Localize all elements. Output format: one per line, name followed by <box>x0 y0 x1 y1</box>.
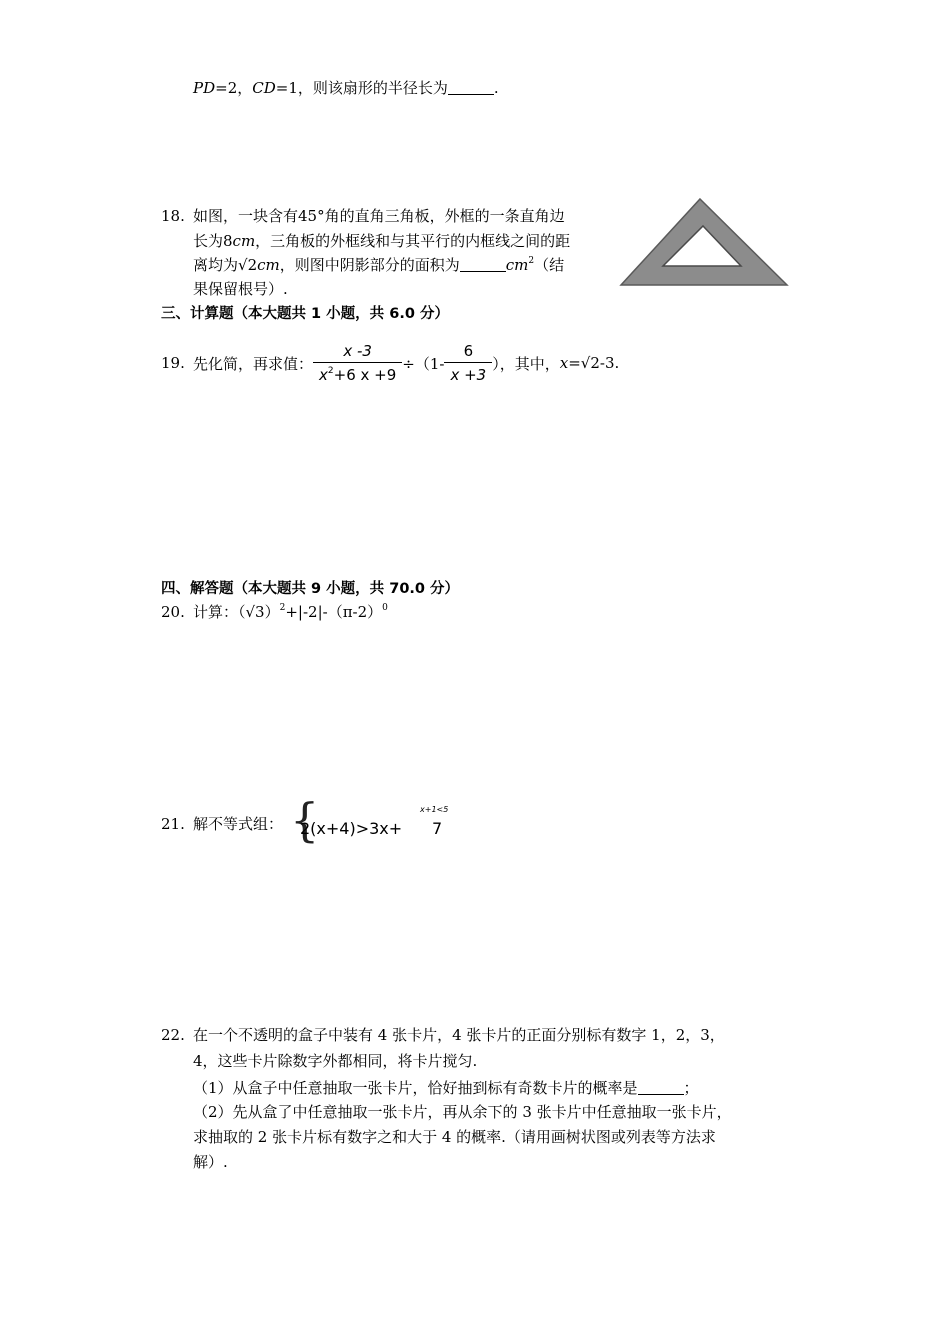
superscript: 2 <box>279 603 286 613</box>
text: （结 <box>534 256 565 274</box>
q18-line3 <box>193 254 564 275</box>
denominator: x +3 <box>444 362 492 384</box>
text: +6 x +9 <box>333 366 397 384</box>
text: ； <box>683 1079 699 1097</box>
question-number: 20. <box>161 603 185 621</box>
text: =2， <box>215 79 253 97</box>
question-number: 19. <box>161 354 185 372</box>
unit: cm <box>505 256 529 274</box>
fraction-2 <box>444 342 492 384</box>
radical: √2 <box>238 256 258 274</box>
var: x <box>559 354 569 372</box>
section-4-title: 四、解答题（本大题共 9 小题，共 70.0 分） <box>161 581 460 597</box>
text: 先化简，再求值： <box>193 354 314 373</box>
text: =1，则该扇形的半径长为 <box>275 79 448 97</box>
text: 在一个不透明的盒子中装有 4 张卡片，4 张卡片的正面分别标有数字 1，2，3， <box>193 1026 725 1044</box>
numerator: x -3 <box>343 342 372 360</box>
q22-line2: 4，这些卡片除数字外都相同，将卡片搅匀. <box>193 1052 478 1070</box>
q19 <box>161 337 619 389</box>
text: 离均为 <box>193 256 239 274</box>
q17-tail <box>193 77 499 98</box>
text: +|-2|-（π-2） <box>285 603 383 621</box>
text: ，则图中阴影部分的面积为 <box>279 256 460 274</box>
superscript: 2 <box>327 366 334 376</box>
q22-line3 <box>193 1077 699 1098</box>
answer-blank <box>448 79 494 95</box>
var-cd: CD <box>252 79 276 97</box>
q18-line1 <box>161 205 565 226</box>
section-3-title: 三、计算题（本大题共 1 小题，共 6.0 分） <box>161 306 449 322</box>
text: ÷（1- <box>402 354 445 373</box>
q22-line6: 解）. <box>193 1153 228 1171</box>
q22-line4: （2）先从盒了中任意抽取一张卡片，再从余下的 3 张卡片中任意抽取一张卡片， <box>193 1103 732 1121</box>
q20 <box>161 601 388 622</box>
answer-blank <box>638 1079 684 1095</box>
fraction-1 <box>313 342 402 384</box>
text: 解不等式组： <box>193 815 284 833</box>
q18-line2 <box>193 230 570 251</box>
q18-line4 <box>193 278 288 299</box>
denominator <box>313 362 402 384</box>
text: （1）从盒子中任意抽取一张卡片，恰好抽到标有奇数卡片的概率是 <box>193 1079 638 1097</box>
q22-line1 <box>161 1024 725 1045</box>
triangle-ruler-figure <box>618 196 790 288</box>
text: ），其中， <box>492 354 560 373</box>
text: . <box>493 79 499 97</box>
text: =√2-3. <box>568 354 620 372</box>
answer-blank <box>460 256 506 272</box>
unit: cm <box>232 232 256 250</box>
var: x <box>319 366 328 384</box>
q21-label <box>161 813 283 834</box>
inequality-2-term: 7 <box>432 819 443 838</box>
inequality-2: 2(x+4)>3x+ <box>300 819 403 838</box>
text: 长为8 <box>193 232 233 250</box>
brace: { <box>290 793 320 847</box>
text: 果保留根号）. <box>193 280 288 298</box>
superscript: 0 <box>382 603 388 613</box>
question-number: 22. <box>161 1026 185 1044</box>
text: ，三角板的外框线和与其平行的内框线之间的距 <box>255 232 571 250</box>
q22-line5: 求抽取的 2 张卡片标有数字之和大于 4 的概率.（请用画树状图或列表等方法求 <box>193 1128 716 1146</box>
unit: cm <box>257 256 280 274</box>
question-number: 18. <box>161 207 185 225</box>
numerator: 6 <box>463 342 474 360</box>
superscript: 2 <box>528 256 535 266</box>
question-number: 21. <box>161 815 185 833</box>
var-pd: PD <box>193 79 216 97</box>
text: 计算：（√3） <box>193 603 280 621</box>
inequality-1: x+1<5 <box>420 805 449 814</box>
text: 如图，一块含有45°角的直角三角板，外框的一条直角边 <box>193 207 565 225</box>
